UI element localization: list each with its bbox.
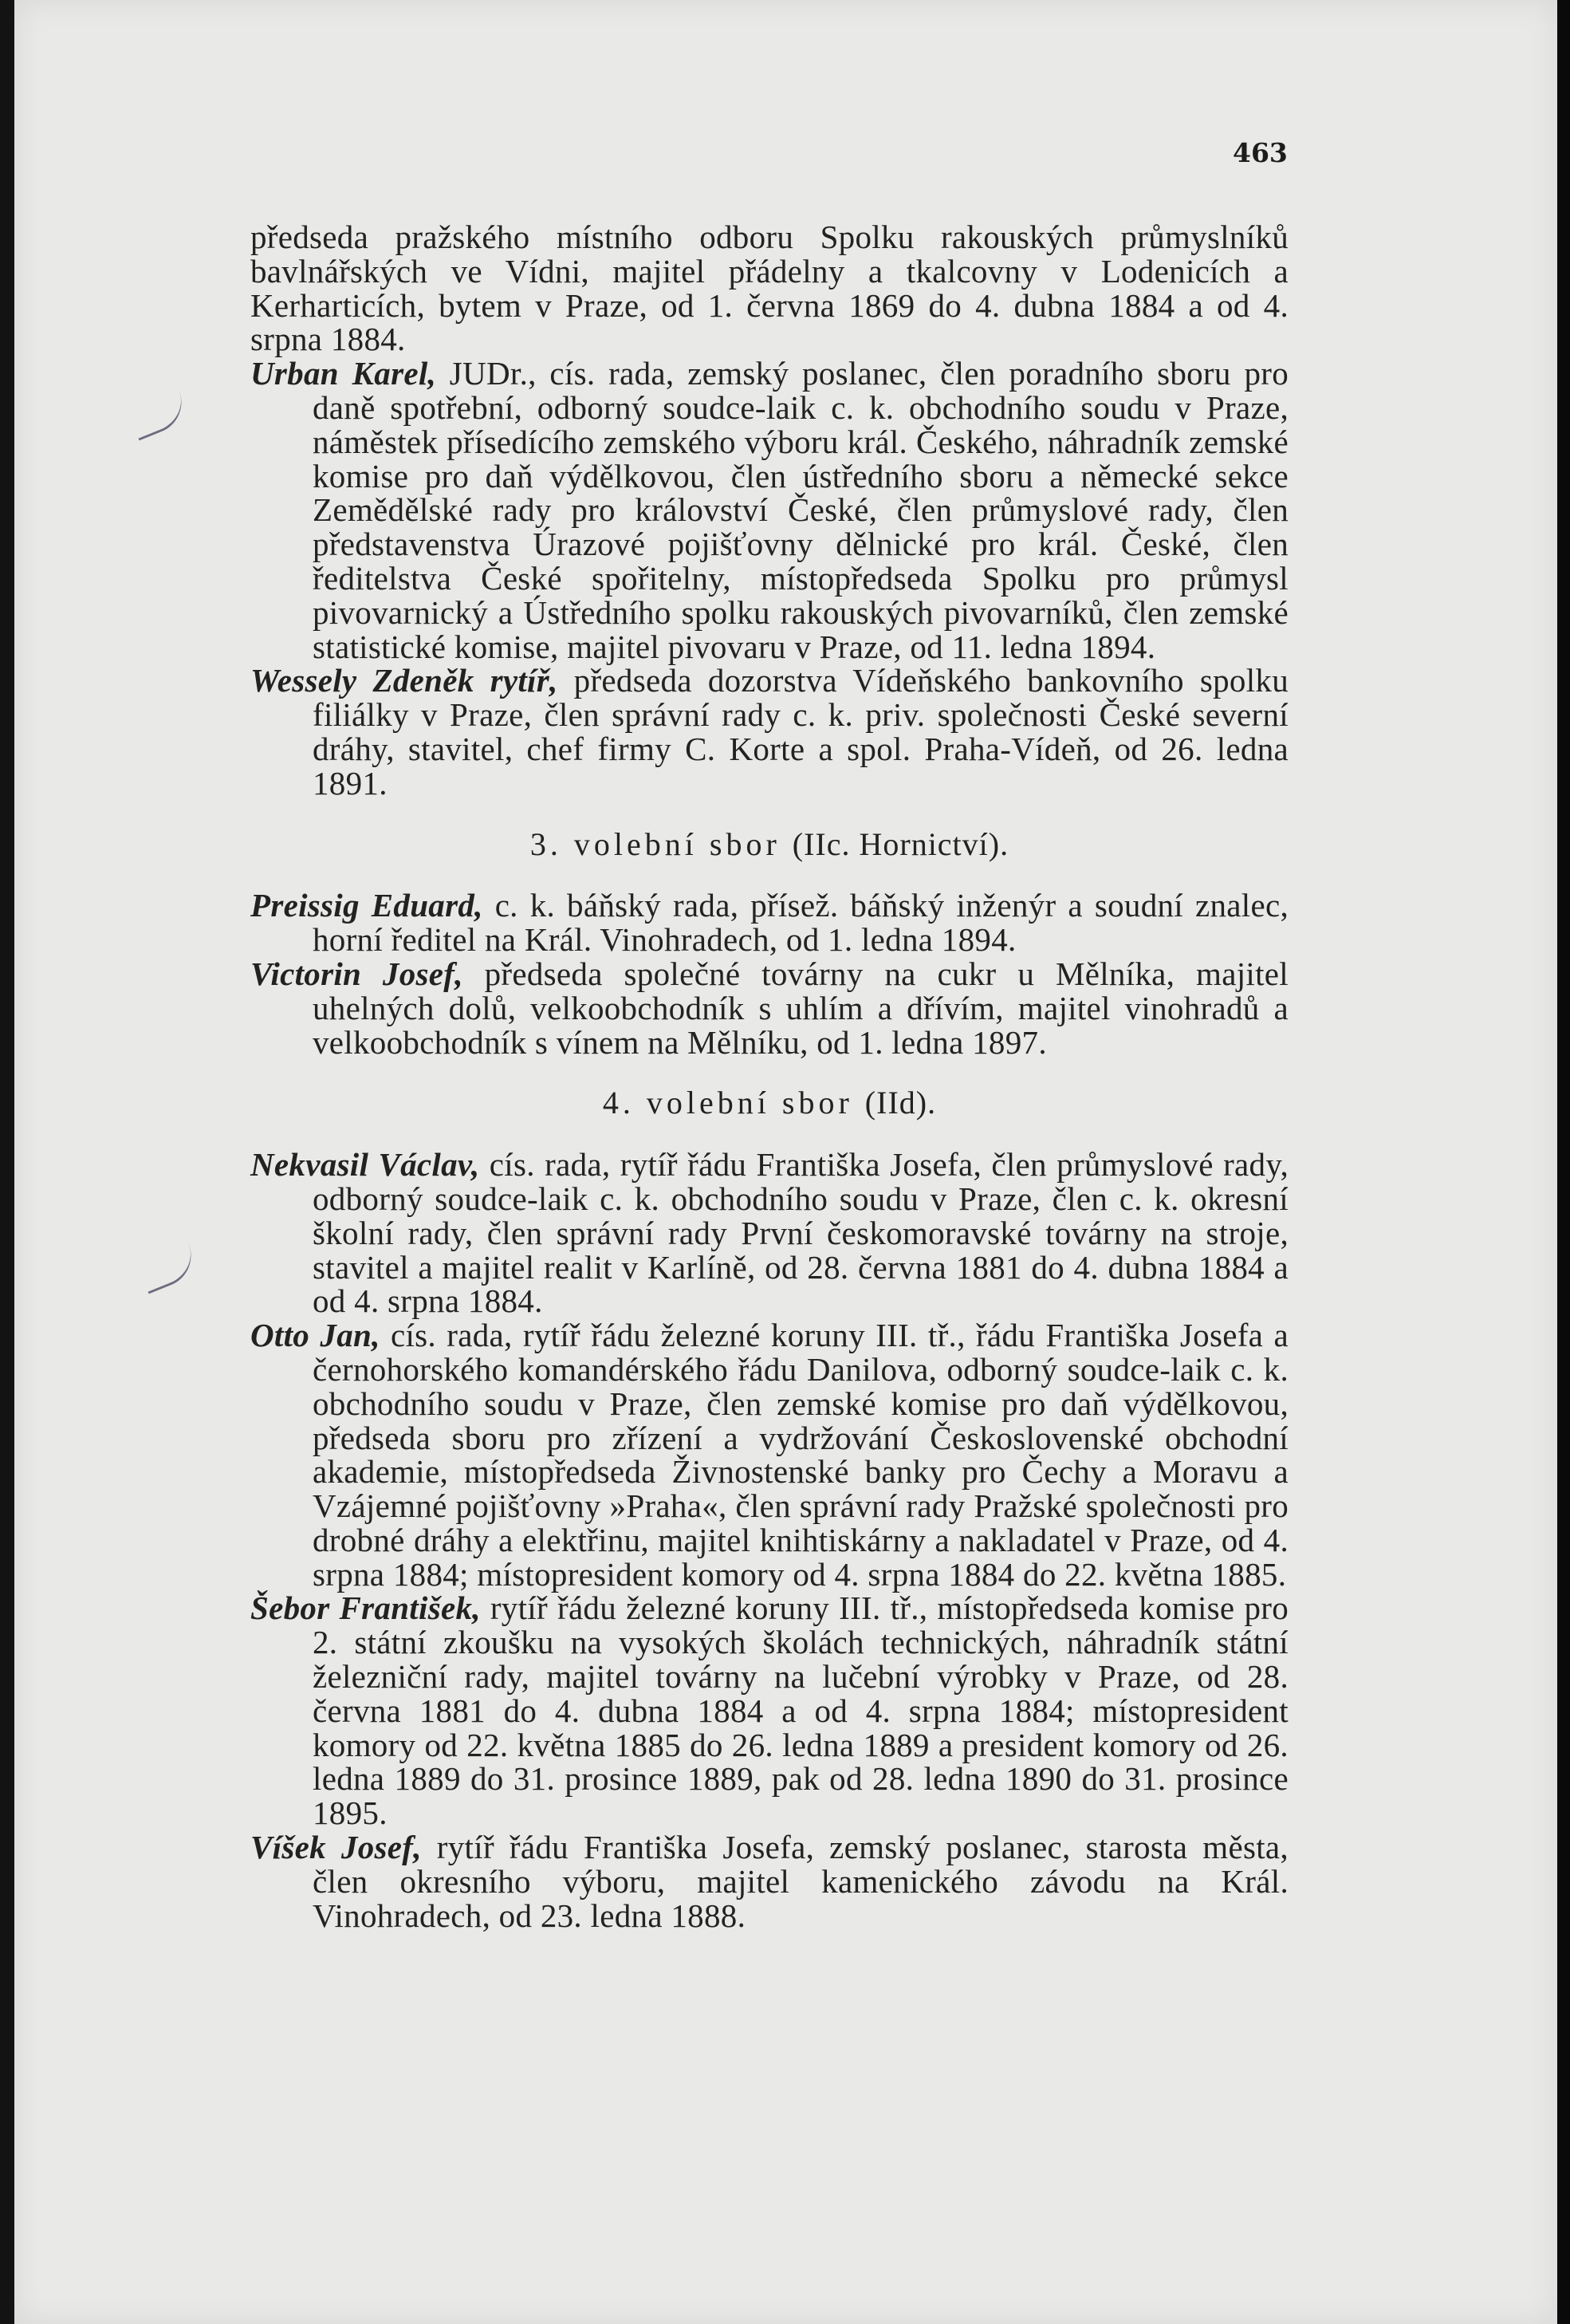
entry-visek <box>250 1830 1289 1932</box>
entry-name: Victorin Josef, <box>250 955 463 992</box>
entry-text: předseda společné továrny na cukr u Mělníka, majitel uhelných dolů, velkoobchodník s uhlím a dřívím, majitel vinohradů a velkoobchodník s vínem na Mělníku, od 1. ledna 1897. <box>313 955 1289 1061</box>
document-page <box>14 0 1557 2324</box>
entry-victorin <box>250 957 1289 1059</box>
entry-name: Wessely Zdeněk rytíř, <box>250 662 558 699</box>
entry-wessely <box>250 664 1289 800</box>
entry-name: Nekvasil Václav, <box>250 1146 480 1184</box>
entry-text: rytíř řádu Františka Josefa, zemský poslanec, starosta města, člen okresního výboru, majitel kamenického závodu na Král. Vinohradech, od 23. ledna 1888. <box>313 1829 1289 1934</box>
entry-text: JUDr., cís. rada, zemský poslanec, člen poradního sboru pro daně spotřební, odborný soudce-laik c. k. obchodního soudu v Praze, náměstek přísedícího zemského výboru král. Českého, náhradník zemské komise pro daň výdělkovou, člen ústředního sboru a německé sekce Zemědělské rady pro království České, člen průmyslové rady, člen představenstva Úrazové pojišťovny dělnické pro král. České, člen ředitelstva České spořitelny, místopředseda Spolku pro průmysl pivovarnický a Ústředního spolku rakouských pivovarníků, člen zemské statistické komise, majitel pivovaru v Praze, od 11. ledna 1894. <box>313 355 1289 665</box>
section-heading-sub: (IIc. Hornictví). <box>792 825 1009 862</box>
section-heading-label: 4. volební sbor <box>602 1085 853 1121</box>
section-heading-sub: (IId). <box>864 1085 937 1121</box>
entry-text: předseda dozorstva Vídeňského bankovního spolku filiálky v Praze, člen správní rady c. k. priv. společnosti České severní dráhy, stavitel, chef firmy C. Korte a spol. Praha-Vídeň, od 26. ledna 1891. <box>313 662 1289 802</box>
entry-otto <box>250 1318 1289 1591</box>
entry-name: Víšek Josef, <box>250 1829 422 1866</box>
text-block <box>250 220 1289 1932</box>
entry-name: Otto Jan, <box>250 1317 380 1354</box>
intro-text: předseda pražského místního odboru Spolku rakouských průmyslníků bavlnářských ve Vídni, majitel přádelny a tkalcovny v Lodenicích a Kerharticích, bytem v Praze, od 1. června 1869 do 4. dubna 1884 a od 4. srpna 1884. <box>250 219 1289 358</box>
entry-urban <box>250 356 1289 664</box>
entry-name: Šebor František, <box>250 1589 481 1627</box>
section-heading-3 <box>250 825 1289 862</box>
entry-name: Urban Karel, <box>250 355 437 392</box>
entry-text: cís. rada, rytíř řádu železné koruny III. tř., řádu Františka Josefa a černohorského komandérského řádu Danilova, odborný soudce-laik c. k. obchodního soudu v Praze, člen zemské komise pro daň výdělkovou, předseda sboru pro zřízení a vydržování Československé obchodní akademie, místopředseda Živnostenské banky pro Čechy a Moravu a Vzájemné pojišťovny »Praha«, člen správní rady Pražské společnosti pro drobné dráhy a elektřinu, majitel knihtiskárny a nakladatel v Praze, od 4. srpna 1884; místopresident komory od 4. srpna 1884 do 22. května 1885. <box>313 1317 1289 1593</box>
entry-preissig <box>250 888 1289 957</box>
entry-sebor <box>250 1591 1289 1830</box>
pen-mark-urban <box>126 388 191 440</box>
intro-paragraph <box>250 220 1289 356</box>
entry-text: cís. rada, rytíř řádu Františka Josefa, člen průmyslové rady, odborný soudce-laik c. k. obchodního soudu v Praze, člen c. k. okresní školní rady, člen správní rady První českomoravské továrny na stroje, stavitel a majitel realit v Karlíně, od 28. června 1881 do 4. dubna 1884 a od 4. srpna 1884. <box>313 1146 1289 1320</box>
entry-name: Preissig Eduard, <box>250 887 483 924</box>
entry-nekvasil <box>250 1148 1289 1318</box>
entry-text: c. k. báňský rada, přísež. báňský inženýr a soudní znalec, horní ředitel na Král. Vinohradech, od 1. ledna 1894. <box>313 887 1289 959</box>
section-heading-label: 3. volební sbor <box>529 825 781 862</box>
pen-mark-nekvasil <box>136 1241 200 1294</box>
scan-edge <box>1557 0 1570 2324</box>
section-heading-4 <box>250 1086 1289 1121</box>
page-number: 463 <box>1233 137 1288 168</box>
entry-text: rytíř řádu železné koruny III. tř., místopředseda komise pro 2. státní zkoušku na vysokých školách technických, náhradník státní železniční rady, majitel továrny na lučební výrobky v Praze, od 28. června 1881 do 4. dubna 1884 a od 4. srpna 1884; místopresident komory od 22. května 1885 do 26. ledna 1889 a president komory od 26. ledna 1889 do 31. prosince 1889, pak od 28. ledna 1890 do 31. prosince 1895. <box>313 1589 1289 1832</box>
